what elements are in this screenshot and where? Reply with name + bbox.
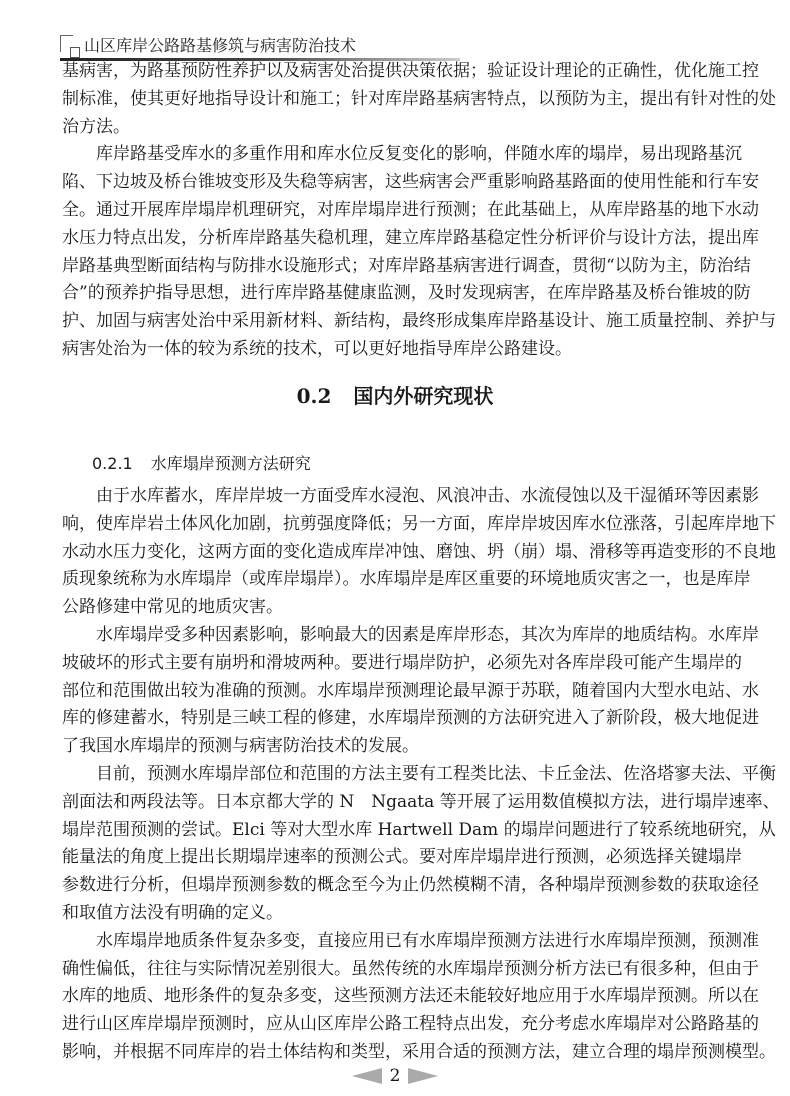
text-line: 合”的预养护指导思想，进行库岸路基健康监测，及时发现病害，在库岸路基及桥台锥坡的防 — [62, 283, 751, 304]
text-line: 目前，预测水库塌岸部位和范围的方法主要有工程类比法、卡丘金法、佐洛塔寥夫法、平衡 — [96, 763, 776, 784]
text-line: 影响，并根据不同库岸的岩土体结构和类型，采用合适的预测方法，建立合理的塌岸预测模型。 — [62, 1041, 776, 1062]
text-line: 剖面法和两段法等。日本京都大学的 N Ngaata 等开展了运用数值模拟方法，进行塌岸速率、 — [62, 791, 780, 812]
left-arrow-ornament-icon — [352, 1068, 382, 1084]
body-text — [62, 483, 780, 1067]
text-line: 质现象统称为水库塌岸（或库岸塌岸）。水库塌岸是库区重要的环境地质灾害之一，也是库岸 — [62, 569, 751, 590]
text-line: 公路修建中常见的地质灾害。 — [62, 597, 283, 618]
text-line: 水库塌岸地质条件复杂多变，直接应用已有水库塌岸预测方法进行水库塌岸预测，预测准 — [96, 930, 759, 951]
section-heading — [0, 380, 790, 409]
text-line: 了我国水库塌岸的预测与病害防治技术的发展。 — [62, 736, 419, 757]
text-line: 塌岸范围预测的尝试。Elci 等对大型水库 Hartwell Dam 的塌岸问题进行了较系统地研究，从 — [62, 819, 776, 840]
page-footer — [0, 1066, 790, 1086]
paragraph — [62, 141, 776, 363]
page-number: 2 — [389, 1066, 401, 1086]
section-title: 国内外研究现状 — [353, 384, 494, 408]
text-line: 水库的地质、地形条件的复杂多变，这些预测方法还未能较好地应用于水库塌岸预测。所以在 — [62, 986, 759, 1007]
subsection-heading — [92, 451, 311, 474]
header-ornament-icon — [60, 35, 80, 57]
text-line: 基病害，为路基预防性养护以及病害处治提供决策依据；验证设计理论的正确性，优化施工控 — [62, 61, 759, 81]
text-line: 库的修建蓄水，特别是三峡工程的修建，水库塌岸预测的方法研究进入了新阶段，极大地促进 — [62, 708, 759, 729]
text-line: 陷、下边坡及桥台锥坡变形及失稳等病害，这些病害会严重影响路基路面的使用性能和行车安 — [62, 172, 759, 193]
text-line: 水库塌岸受多种因素影响，影响最大的因素是库岸形态，其次为库岸的地质结构。水库岸 — [96, 624, 759, 645]
text-line: 参数进行分析，但塌岸预测参数的概念至今为止仍然模糊不清，各种塌岸预测参数的获取途径 — [62, 875, 759, 896]
text-line: 制标准，使其更好地指导设计和施工；针对库岸路基病害特点，以预防为主，提出有针对性的处 — [62, 88, 776, 109]
paragraph — [62, 483, 776, 622]
right-arrow-ornament-icon — [408, 1068, 438, 1084]
running-header — [60, 33, 356, 57]
intro-text — [62, 58, 776, 364]
text-line: 进行山区库岸塌岸预测时，应从山区库岸公路工程特点出发，充分考虑水库塌岸对公路路基的 — [62, 1014, 759, 1035]
text-line: 岸路基典型断面结构与防排水设施形式；对库岸路基病害进行调查，贯彻“以防为主，防治结 — [62, 255, 751, 276]
text-line: 确性偏低，往往与实际情况差别很大。虽然传统的水库塌岸预测分析方法已有很多种，但由于 — [62, 958, 759, 979]
text-line: 坡破坏的形式主要有崩坍和滑坡两种。要进行塌岸防护，必须先对各库岸段可能产生塌岸的 — [62, 652, 742, 673]
book-title: 山区库岸公路路基修筑与病害防治技术 — [84, 36, 357, 55]
subsection-title: 水库塌岸预测方法研究 — [150, 454, 311, 473]
text-line: 由于水库蓄水，库岸岸坡一方面受库水浸泡、风浪冲击、水流侵蚀以及干湿循环等因素影 — [96, 486, 759, 506]
text-line: 能量法的角度上提出长期塌岸速率的预测公式。要对库岸塌岸进行预测，必须选择关键塌岸 — [62, 847, 742, 868]
text-line: 响，使库岸岩土体风化加剧，抗剪强度降低；另一方面，库岸岸坡因库水位涨落，引起库岸地下 — [62, 513, 776, 534]
text-line: 治方法。 — [62, 116, 130, 137]
text-line: 部位和范围做出较为准确的预测。水库塌岸预测理论最早源于苏联，随着国内大型水电站、水 — [62, 680, 759, 701]
text-line: 全。通过开展库岸塌岸机理研究，对库岸塌岸进行预测；在此基础上，从库岸路基的地下水动 — [62, 199, 759, 220]
paragraph — [62, 761, 780, 928]
text-line: 病害处治为一体的较为系统的技术，可以更好地指导库岸公路建设。 — [62, 338, 572, 359]
paragraph — [62, 58, 776, 141]
text-line: 护、加固与病害处治中采用新材料、新结构，最终形成集库岸路基设计、施工质量控制、养护与 — [62, 311, 776, 332]
section-number: 0.2 — [296, 384, 332, 408]
paragraph — [62, 622, 759, 761]
paragraph — [62, 928, 776, 1067]
text-line: 水动水压力变化，这两方面的变化造成库岸冲蚀、磨蚀、坍（崩）塌、滑移等再造变形的不良地 — [62, 541, 776, 562]
text-line: 和取值方法没有明确的定义。 — [62, 902, 283, 923]
text-line: 水压力特点出发，分析库岸路基失稳机理，建立库岸路基稳定性分析评价与设计方法，提出库 — [62, 227, 759, 248]
subsection-number: 0.2.1 — [92, 454, 133, 473]
text-line: 库岸路基受库水的多重作用和库水位反复变化的影响，伴随水库的塌岸，易出现路基沉 — [96, 144, 742, 165]
